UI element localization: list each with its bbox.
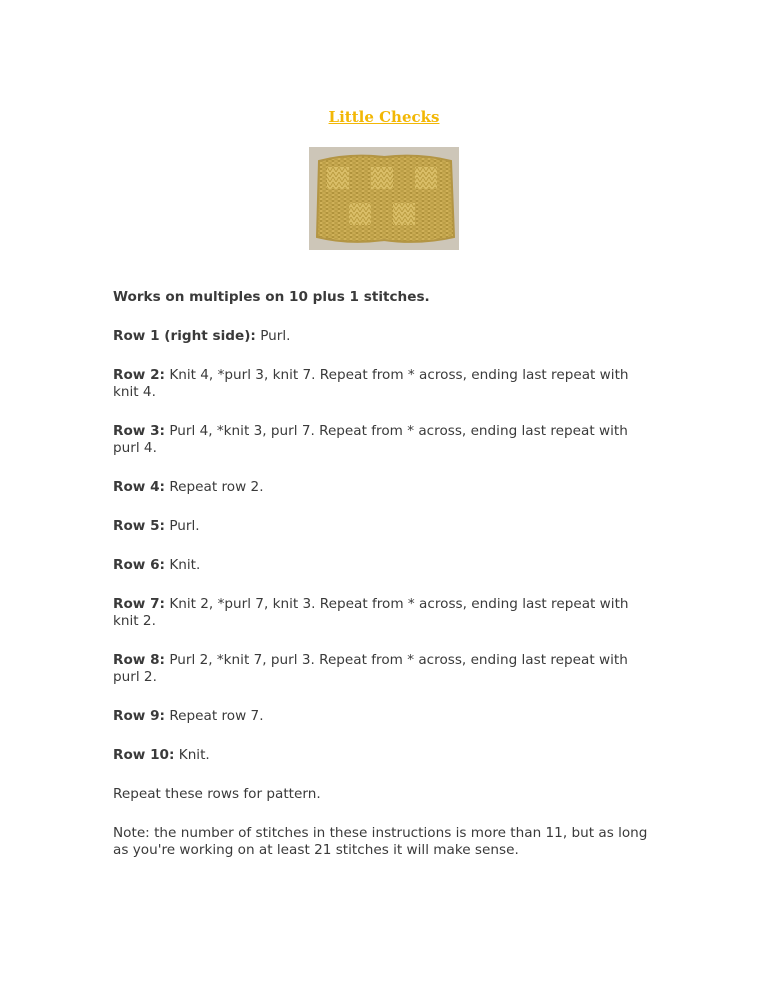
row-text: Knit. [169,557,201,573]
pattern-instructions [113,289,658,881]
pattern-row [113,518,658,535]
page-title: Little Checks [328,108,440,126]
row-label: Row 7: [113,596,165,612]
row-label: Row 1 (right side): [113,328,256,344]
row-text: Purl 2, *knit 7, purl 3. Repeat from * across, ending last repeat with purl 2. [113,652,628,685]
row-label: Row 6: [113,557,165,573]
row-list [113,328,658,764]
row-label: Row 3: [113,423,165,439]
stitch-note: Note: the number of stitches in these instructions is more than 11, but as long as you're working on at least 21 stitches it will make sense. [113,825,648,858]
row-label: Row 2: [113,367,165,383]
row-label: Row 9: [113,708,165,724]
pattern-row [113,708,658,725]
pattern-row [113,557,658,574]
pattern-row [113,596,658,630]
swatch-illustration [309,147,459,250]
repeat-note: Repeat these rows for pattern. [113,786,321,802]
pattern-row [113,423,658,457]
row-text: Knit. [178,747,210,763]
row-text: Purl. [260,328,291,344]
pattern-row [113,652,658,686]
row-text: Purl 4, *knit 3, purl 7. Repeat from * across, ending last repeat with purl 4. [113,423,628,456]
pattern-row [113,747,658,764]
row-label: Row 8: [113,652,165,668]
row-text: Repeat row 7. [169,708,264,724]
intro-text: Works on multiples on 10 plus 1 stitches. [113,289,430,305]
row-label: Row 5: [113,518,165,534]
row-label: Row 4: [113,479,165,495]
row-text: Repeat row 2. [169,479,264,495]
pattern-row [113,479,658,496]
row-text: Knit 2, *purl 7, knit 3. Repeat from * across, ending last repeat with knit 2. [113,596,629,629]
row-text: Purl. [169,518,200,534]
knitted-swatch-photo [309,147,459,250]
pattern-row [113,328,658,345]
pattern-row [113,367,658,401]
row-label: Row 10: [113,747,175,763]
row-text: Knit 4, *purl 3, knit 7. Repeat from * across, ending last repeat with knit 4. [113,367,629,400]
